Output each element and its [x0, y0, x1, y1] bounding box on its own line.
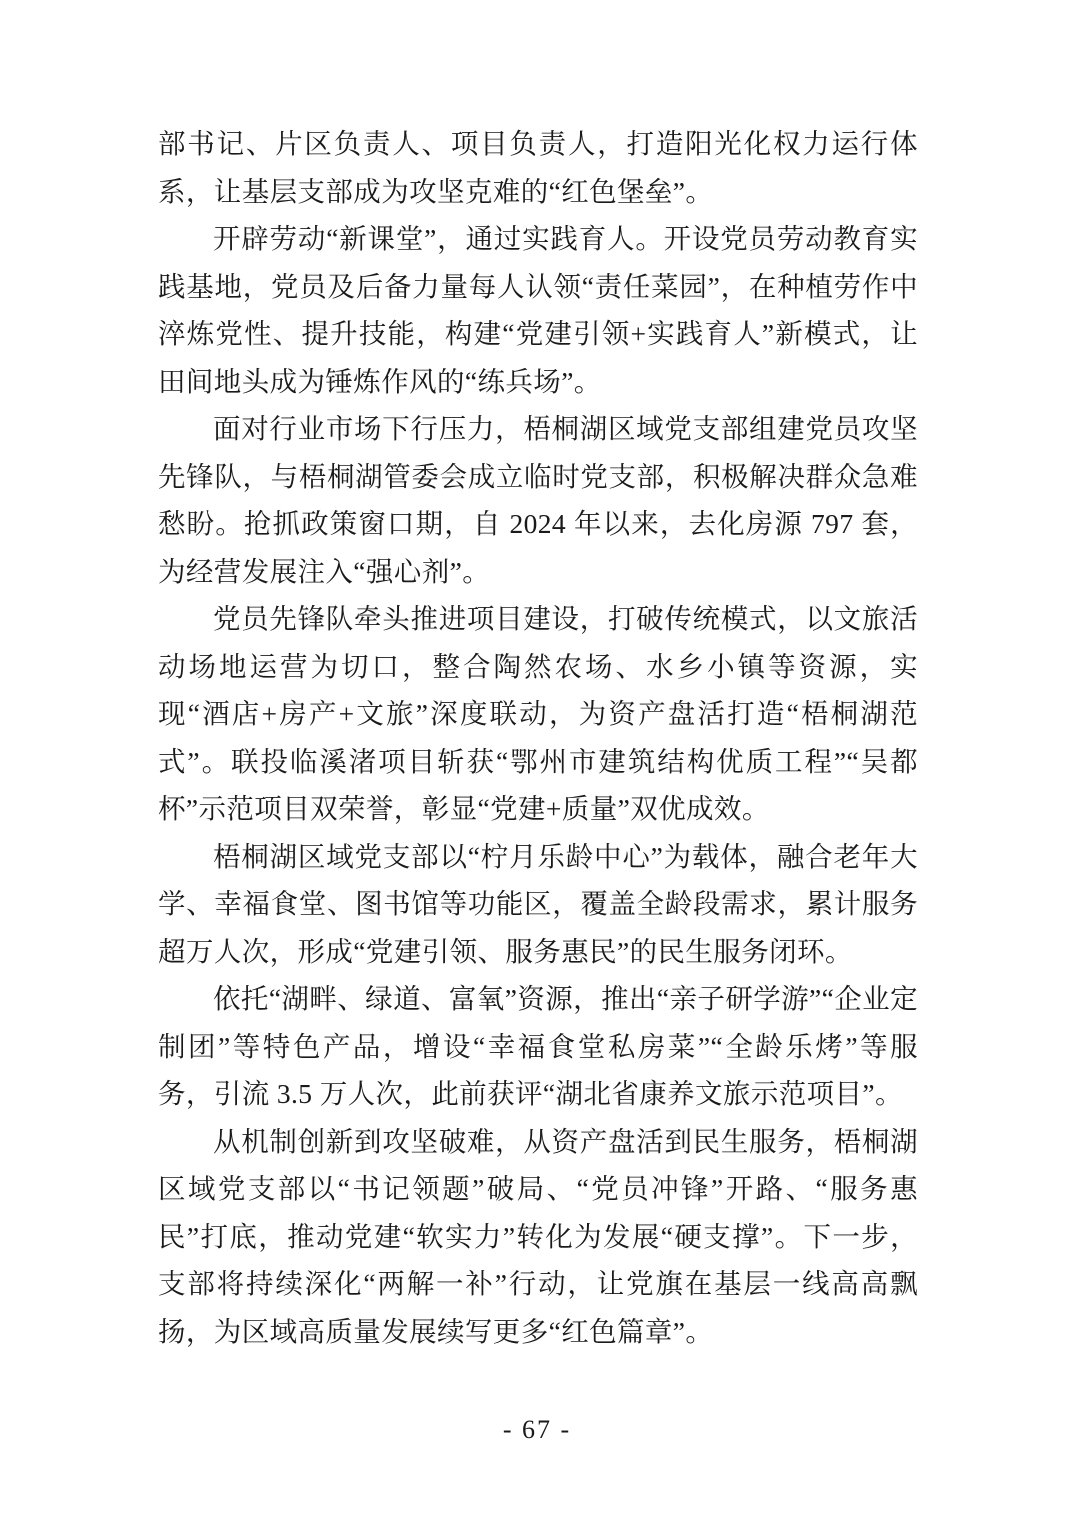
paragraph-continuation: 部书记、片区负责人、项目负责人，打造阳光化权力运行体系，让基层支部成为攻坚克难的“红色堡垒”。 — [158, 128, 918, 207]
paragraph-market-pressure: 面对行业市场下行压力，梧桐湖区域党支部组建党员攻坚先锋队，与梧桐湖管委会成立临时党支部，积极解决群众急难愁盼。抢抓政策窗口期，自 2024 年以来，去化房源 797 套，为经营发展注入“强心剂”。 — [158, 413, 918, 587]
paragraph-labor-classroom: 开辟劳动“新课堂”，通过实践育人。开设党员劳动教育实践基地，党员及后备力量每人认领“责任菜园”，在种植劳作中淬炼党性、提升技能，构建“党建引领+实践育人”新模式，让田间地头成为锤炼作风的“练兵场”。 — [158, 223, 918, 397]
paragraph-pioneer-projects: 党员先锋队牵头推进项目建设，打破传统模式，以文旅活动场地运营为切口，整合陶然农场、水乡小镇等资源，实现“酒店+房产+文旅”深度联动，为资产盘活打造“梧桐湖范式”。联投临溪渚项目斩获“鄂州市建筑结构优质工程”“吴都杯”示范项目双荣誉，彰显“党建+质量”双优成效。 — [158, 603, 918, 824]
page-body-text — [158, 120, 918, 1355]
paragraph-service-center: 梧桐湖区域党支部以“柠月乐龄中心”为载体，融合老年大学、幸福食堂、图书馆等功能区，覆盖全龄段需求，累计服务超万人次，形成“党建引领、服务惠民”的民生服务闭环。 — [158, 840, 918, 967]
paragraph-tourism-products: 依托“湖畔、绿道、富氧”资源，推出“亲子研学游”“企业定制团”等特色产品，增设“幸福食堂私房菜”“全龄乐烤”等服务，引流 3.5 万人次，此前获评“湖北省康养文旅示范项目”。 — [158, 983, 918, 1109]
paragraph-conclusion: 从机制创新到攻坚破难，从资产盘活到民生服务，梧桐湖区域党支部以“书记领题”破局、“党员冲锋”开路、“服务惠民”打底，推动党建“软实力”转化为发展“硬支撑”。下一步，支部将持续深化“两解一补”行动，让党旗在基层一线高高飘扬，为区域高质量发展续写更多“红色篇章”。 — [158, 1125, 918, 1347]
page-number: - 67 - — [502, 1415, 572, 1444]
